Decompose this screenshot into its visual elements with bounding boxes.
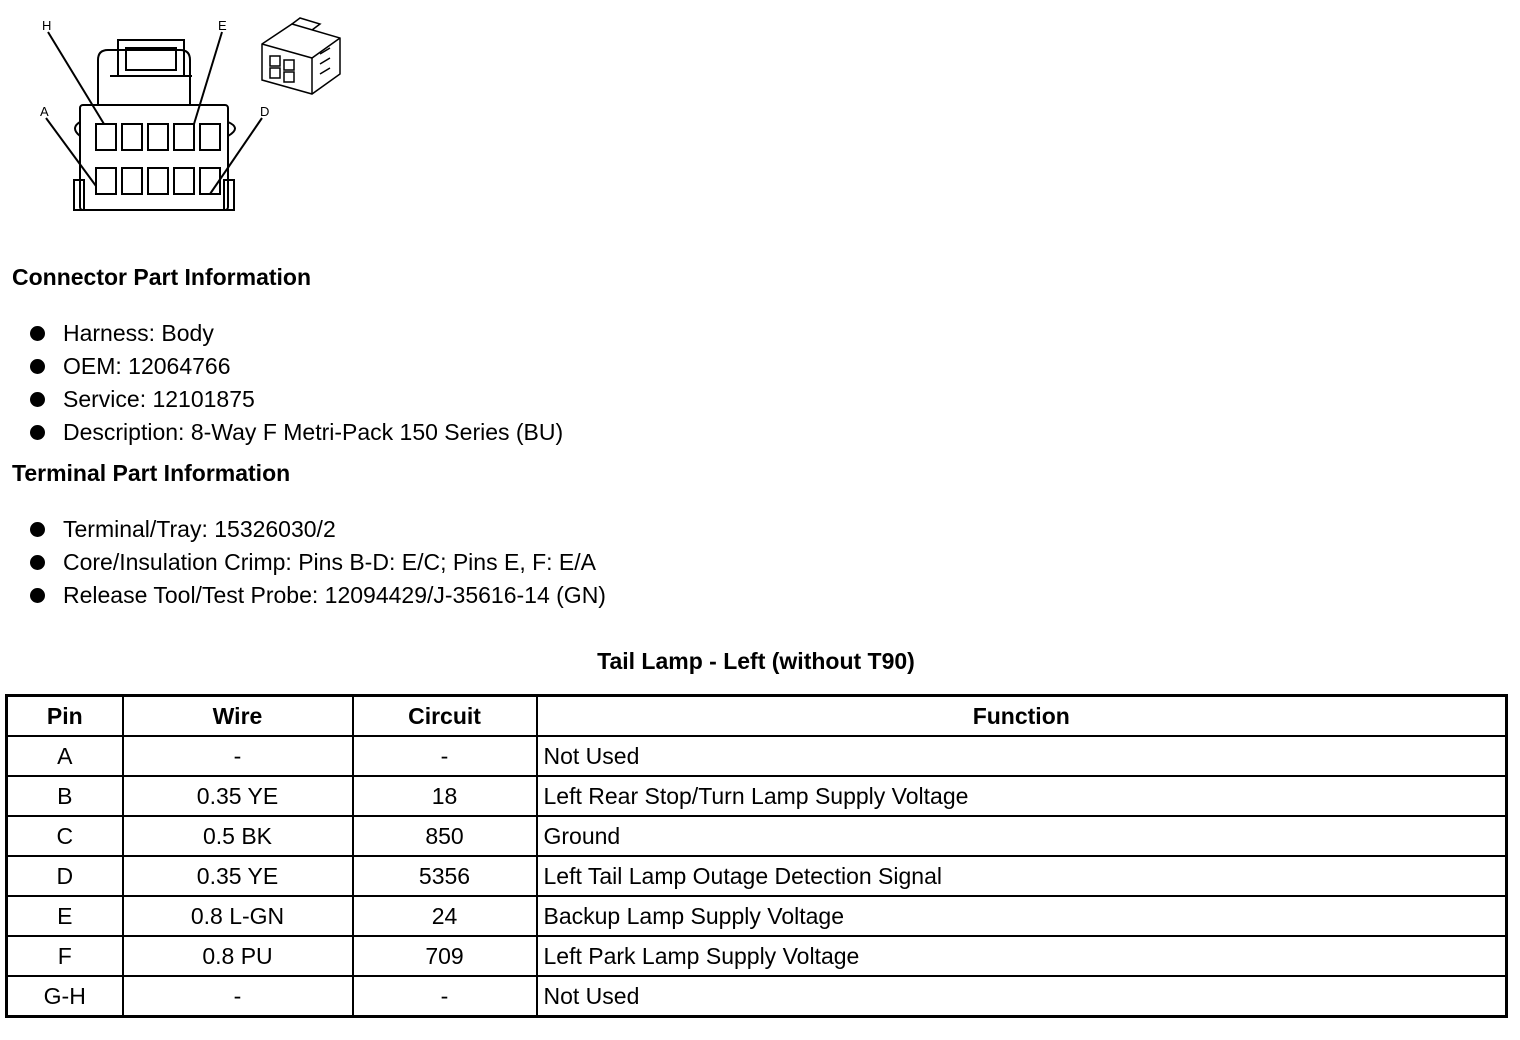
cell-pin: F	[7, 936, 123, 976]
cell-pin: B	[7, 776, 123, 816]
cell-pin: G-H	[7, 976, 123, 1017]
pin-label-d: D	[260, 104, 270, 119]
cell-pin: E	[7, 896, 123, 936]
cell-circuit: 850	[353, 816, 537, 856]
table-row	[7, 896, 1507, 936]
table-row	[7, 976, 1507, 1017]
bullet-icon	[30, 326, 45, 341]
cell-function: Ground	[537, 816, 1507, 856]
cell-function: Not Used	[537, 976, 1507, 1017]
cell-function: Left Park Lamp Supply Voltage	[537, 936, 1507, 976]
table-row	[7, 816, 1507, 856]
table-row	[7, 736, 1507, 776]
cell-function: Backup Lamp Supply Voltage	[537, 896, 1507, 936]
list-item: Description: 8-Way F Metri-Pack 150 Series (BU)	[28, 416, 563, 449]
table-row	[7, 856, 1507, 896]
cell-wire: 0.8 L-GN	[123, 896, 353, 936]
table-row	[7, 776, 1507, 816]
cell-circuit: 18	[353, 776, 537, 816]
cell-pin: C	[7, 816, 123, 856]
header-function: Function	[537, 696, 1507, 737]
table-title: Tail Lamp - Left (without T90)	[597, 648, 915, 674]
pin-label-e: E	[218, 18, 227, 33]
cell-circuit: -	[353, 976, 537, 1017]
header-circuit: Circuit	[353, 696, 537, 737]
bullet-icon	[30, 392, 45, 407]
connector-part-info-list	[28, 317, 563, 449]
list-item: Core/Insulation Crimp: Pins B-D: E/C; Pins E, F: E/A	[28, 546, 606, 579]
connector-face-drawing	[30, 10, 350, 220]
cell-wire: 0.8 PU	[123, 936, 353, 976]
terminal-part-info-heading: Terminal Part Information	[12, 460, 291, 486]
terminal-part-info-list	[28, 513, 606, 612]
connector-diagram	[30, 10, 350, 220]
bullet-icon	[30, 522, 45, 537]
cell-pin: A	[7, 736, 123, 776]
cell-function: Left Rear Stop/Turn Lamp Supply Voltage	[537, 776, 1507, 816]
cell-wire: 0.5 BK	[123, 816, 353, 856]
cell-circuit: 709	[353, 936, 537, 976]
table-header-row	[7, 696, 1507, 737]
cell-pin: D	[7, 856, 123, 896]
list-item: Terminal/Tray: 15326030/2	[28, 513, 606, 546]
header-wire: Wire	[123, 696, 353, 737]
bullet-icon	[30, 588, 45, 603]
bullet-icon	[30, 555, 45, 570]
connector-3d-thumbnail	[262, 18, 340, 94]
cell-function: Not Used	[537, 736, 1507, 776]
pin-label-a: A	[40, 104, 49, 119]
cell-wire: -	[123, 736, 353, 776]
bullet-icon	[30, 359, 45, 374]
cell-circuit: 5356	[353, 856, 537, 896]
cell-wire: 0.35 YE	[123, 776, 353, 816]
list-item: Service: 12101875	[28, 383, 563, 416]
list-item: Release Tool/Test Probe: 12094429/J-35616-14 (GN)	[28, 579, 606, 612]
connector-part-info-heading: Connector Part Information	[12, 264, 312, 290]
cell-circuit: -	[353, 736, 537, 776]
list-item: Harness: Body	[28, 317, 563, 350]
bullet-icon	[30, 425, 45, 440]
pinout-table	[5, 694, 1508, 1018]
list-item: OEM: 12064766	[28, 350, 563, 383]
cell-circuit: 24	[353, 896, 537, 936]
pin-label-h: H	[42, 18, 52, 33]
header-pin: Pin	[7, 696, 123, 737]
table-row	[7, 936, 1507, 976]
cell-function: Left Tail Lamp Outage Detection Signal	[537, 856, 1507, 896]
cell-wire: -	[123, 976, 353, 1017]
cell-wire: 0.35 YE	[123, 856, 353, 896]
